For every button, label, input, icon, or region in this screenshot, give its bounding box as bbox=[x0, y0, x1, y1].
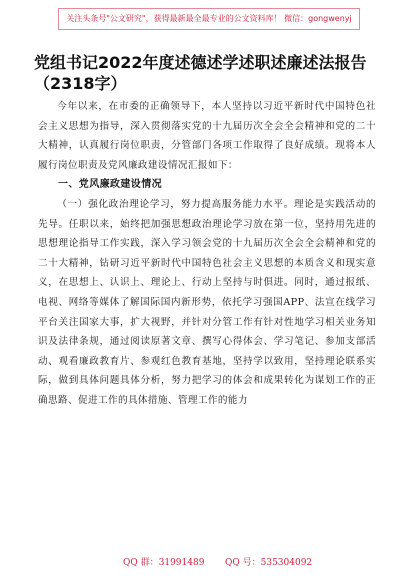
intro-paragraph: 今年以来，在市委的正确领导下，本人坚持以习近平新时代中国特色社会主义思想为指导，深入贯彻落实党的十九届历次全会全会精神和党的二十大精神，认真履行岗位职责，分管部门各项工作取得了良好成绩。现将本人履行岗位职责及党风廉政建设情况汇报如下： bbox=[38, 101, 376, 171]
footer-qq-group: QQ 群：31991489 bbox=[123, 558, 205, 568]
document-title: 党组书记2022年度述德述学述职述廉述法报告（2318字） bbox=[34, 53, 367, 93]
section-heading: 一、党风廉政建设情况 bbox=[58, 179, 162, 191]
document-body bbox=[38, 97, 376, 411]
footer-qq-number: QQ 号：535304092 bbox=[225, 558, 313, 568]
body-paragraph: （一）强化政治理论学习，努力提高服务能力水平。理论是实践活动的先导。任职以来，始终把加强思想政治理论学习放在第一位，坚持用先进的思想理论指导工作实践，深入学习领会党的十九届历次全会全会精神和党的二十大精神，钻研习近平新时代中国特色社会主义思想的本质含义和现实意义，在思想上、认识上、理论上、行动上坚持与时俱进。同时，通过报纸、电视、网络等媒体了解国际国内新形势，依托学习强国APP、法宣在线学习平台关注国家大事，扩大视野，并针对分管工作有针对性地学习相关业务知识及法律条规，通过阅读原著文章、撰写心得体会、学习笔记、参加支部活动、观看廉政教育片、参观红色教育基地，坚持学以致用，坚持理论联系实际，做到具体问题具体分析，努力把学习的体会和成果转化为谋划工作的正确思路、促进工作的具体措施、管理工作的能力 bbox=[38, 198, 376, 406]
header-banner: 关注头条号"公文研究"，获得最新最全最专业的公文资料库！ 微信：gongwenyj bbox=[58, 8, 360, 30]
